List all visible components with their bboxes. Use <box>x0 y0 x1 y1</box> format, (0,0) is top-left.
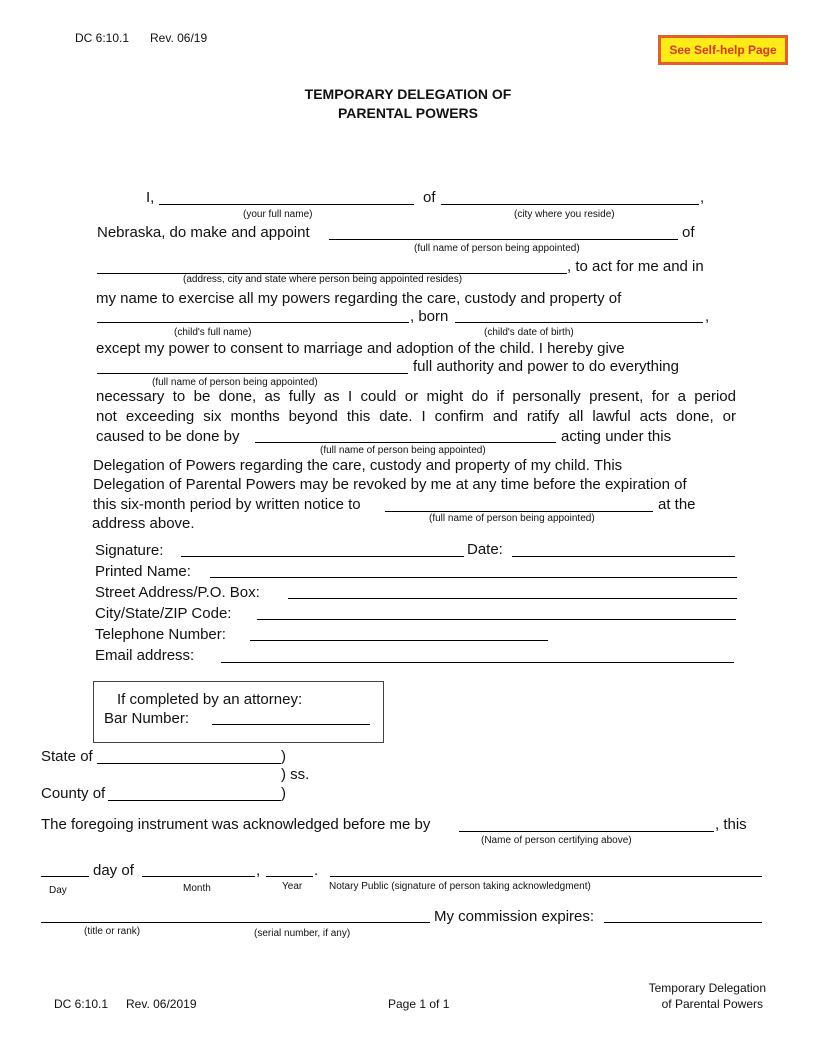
day-of-text: day of <box>93 862 134 879</box>
form-id: DC 6:10.1 <box>75 31 130 45</box>
title-rank-serial-field[interactable] <box>41 922 430 923</box>
date-label: Date: <box>467 541 503 558</box>
page-title-line2: PARENTAL POWERS <box>337 105 478 121</box>
email-label: Email address: <box>95 647 195 664</box>
i-prefix: I, <box>146 189 155 206</box>
appointee-name-field-4[interactable] <box>385 511 653 512</box>
label-day: Day <box>49 885 67 896</box>
commission-text: My commission expires: <box>434 908 595 925</box>
page-title-line1: TEMPORARY DELEGATION OF <box>304 86 512 102</box>
footer-title-line1: Temporary Delegation <box>648 981 766 995</box>
child-dob-field[interactable] <box>455 322 703 323</box>
except-text: except my power to consent to marriage and adoption of the child. I hereby give <box>96 340 625 357</box>
city-state-zip-label: City/State/ZIP Code: <box>95 605 232 622</box>
email-field[interactable] <box>221 662 734 663</box>
footer-title-line2: of Parental Powers <box>661 997 763 1011</box>
notary-signature-field[interactable] <box>330 876 762 877</box>
ss-text: ) ss. <box>281 766 310 783</box>
footer-form-id: DC 6:10.1 <box>54 997 109 1011</box>
signature-field[interactable] <box>181 556 464 557</box>
date-field[interactable] <box>512 556 735 557</box>
phone-label: Telephone Number: <box>95 626 226 643</box>
of-word-2: of <box>682 224 695 241</box>
phone-field[interactable] <box>250 640 548 641</box>
street-label: Street Address/P.O. Box: <box>95 584 260 601</box>
powers-text: my name to exercise all my powers regarding the care, custody and property of <box>96 290 622 307</box>
necessary-text: necessary to be done, as fully as I could or might do if personally present, for a period <box>96 388 736 405</box>
child-name-field[interactable] <box>97 322 409 323</box>
revoked-text: Delegation of Parental Powers may be revoked by me at any time before the expiration of <box>93 476 687 493</box>
printed-name-field[interactable] <box>210 577 737 578</box>
this-text: , this <box>715 816 747 833</box>
appointee-name-field[interactable] <box>329 239 678 240</box>
footer-revision: Rev. 06/2019 <box>126 997 197 1011</box>
of-word: of <box>423 189 436 206</box>
acting-text: acting under this <box>561 428 672 445</box>
label-month: Month <box>183 883 211 894</box>
form-revision: Rev. 06/19 <box>150 31 208 45</box>
nebraska-text: Nebraska, do make and appoint <box>97 224 310 241</box>
city-field[interactable] <box>441 204 699 205</box>
label-year: Year <box>282 881 303 892</box>
delegation-text: Delegation of Powers regarding the care, custody and property of my child. This <box>93 457 623 474</box>
label-appointee-3: (full name of person being appointed) <box>320 445 486 456</box>
label-address: (address, city and state where person being appointed resides) <box>183 274 463 285</box>
state-paren: ) <box>281 748 286 765</box>
your-name-field[interactable] <box>159 204 414 205</box>
county-paren: ) <box>281 785 286 802</box>
state-field[interactable] <box>97 763 281 764</box>
appointee-name-field-3[interactable] <box>255 442 556 443</box>
exceeding-text: not exceeding six months beyond this date. I confirm and ratify all lawful acts done, or <box>96 408 736 425</box>
label-certifier: (Name of person certifying above) <box>481 835 632 846</box>
bar-number-label: Bar Number: <box>104 710 190 727</box>
label-title-rank: (title or rank) <box>84 926 141 937</box>
commission-expires-field[interactable] <box>604 922 762 923</box>
appointee-name-field-2[interactable] <box>97 373 408 374</box>
caused-text: caused to be done by <box>96 428 240 445</box>
page-number: Page 1 of 1 <box>388 997 450 1011</box>
comma: , <box>700 189 705 206</box>
city-state-zip-field[interactable] <box>257 619 736 620</box>
label-appointee-2: (full name of person being appointed) <box>152 377 318 388</box>
label-full-name: (your full name) <box>243 209 313 220</box>
county-field[interactable] <box>108 800 281 801</box>
signature-label: Signature: <box>95 542 164 559</box>
act-text: , to act for me and in <box>567 258 704 275</box>
comma-3: , <box>256 862 261 879</box>
county-label: County of <box>41 785 106 802</box>
acknowledged-text: The foregoing instrument was acknowledged before me by <box>41 816 431 833</box>
label-appointee-4: (full name of person being appointed) <box>429 513 595 524</box>
born-text: , born <box>410 308 449 325</box>
printed-name-label: Printed Name: <box>95 563 191 580</box>
street-field[interactable] <box>288 598 737 599</box>
state-label: State of <box>41 748 93 765</box>
bar-number-field[interactable] <box>212 724 370 725</box>
self-help-button[interactable]: See Self-help Page <box>658 35 788 65</box>
label-child-name: (child's full name) <box>174 327 252 338</box>
label-child-dob: (child's date of birth) <box>484 327 574 338</box>
month-field[interactable] <box>142 876 255 877</box>
sixmonth-text: this six-month period by written notice to <box>93 496 361 513</box>
comma-2: , <box>705 308 710 325</box>
label-city: (city where you reside) <box>514 209 615 220</box>
certifier-name-field[interactable] <box>459 831 714 832</box>
period: . <box>314 862 319 879</box>
year-field[interactable] <box>266 876 313 877</box>
authority-text: full authority and power to do everything <box>413 358 679 375</box>
at-the-text: at the <box>658 496 696 513</box>
attorney-heading: If completed by an attorney: <box>117 691 303 708</box>
label-notary-signature: Notary Public (signature of person taking acknowledgment) <box>329 881 591 892</box>
day-field[interactable] <box>41 876 89 877</box>
label-appointee: (full name of person being appointed) <box>414 243 580 254</box>
address-above-text: address above. <box>92 515 195 532</box>
label-serial: (serial number, if any) <box>254 928 351 939</box>
